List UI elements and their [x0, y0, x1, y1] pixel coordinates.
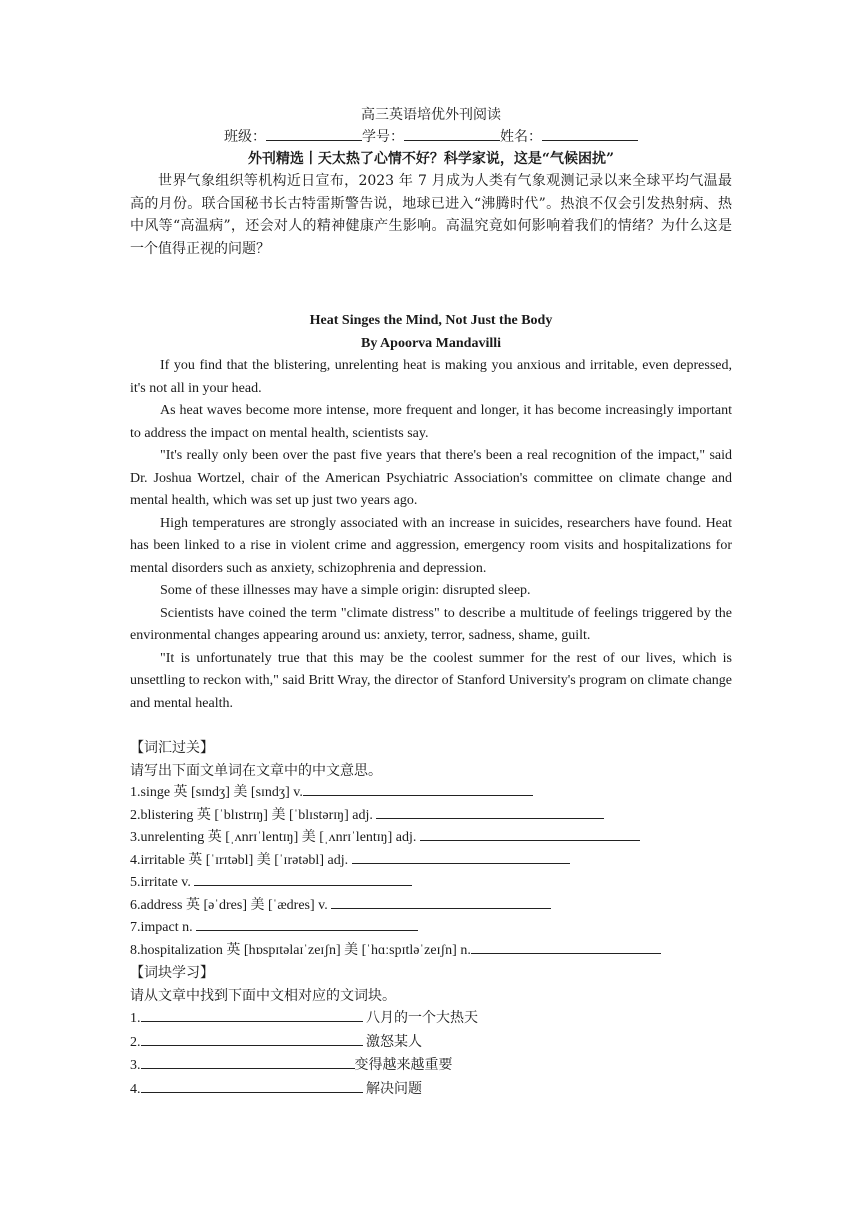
intro-paragraph: 世界气象组织等机构近日宣布，2023 年 7 月成为人类有气象观测记录以来全球平均气温最高的月份。联合国秘书长古特雷斯警告说，地球已进入“沸腾时代”。热浪不仅会引发热射病、热中风等“高温病”，还会对人的精神健康产生影响。高温究竟如何影响着我们的情绪？为什么这是一个值得正视的问题？ — [130, 173, 732, 257]
phrase-meaning: 八月的一个大热天 — [366, 1010, 478, 1026]
phrase-item — [130, 1031, 732, 1055]
answer-blank[interactable] — [352, 850, 570, 864]
phrase-item — [130, 1078, 732, 1102]
spacer — [130, 260, 732, 310]
vocab-item-text: 3.unrelenting 英 [ˌʌnrɪˈlentɪŋ] 美 [ˌʌnrɪˈlentɪŋ] adj. — [130, 830, 417, 845]
article-paragraph: If you find that the blistering, unrelenting heat is making you anxious and irritable, even depressed, it's not all in your head. — [130, 358, 732, 396]
vocab-item — [130, 827, 732, 850]
answer-blank[interactable] — [141, 1032, 363, 1046]
article-paragraph: Scientists have coined the term "climate distress" to describe a multitude of feelings triggered by the environmental changes appearing around us: anxiety, terror, sadness, shame, guilt. — [130, 605, 732, 643]
worksheet-page — [130, 104, 732, 1101]
phrase-meaning: 激怒某人 — [366, 1033, 422, 1050]
vocab-item — [130, 850, 732, 873]
phrase-meaning: 变得越来越重要 — [354, 1057, 453, 1073]
phrase-number: 1. — [130, 1011, 141, 1026]
answer-blank[interactable] — [196, 917, 418, 931]
name-blank[interactable] — [542, 126, 638, 141]
phrase-number: 2. — [130, 1034, 141, 1050]
vocab-item — [130, 805, 732, 828]
vocab-item-text: 2.blistering 英 [ˈblɪstrɪŋ] 美 [ˈblɪstərɪŋ] adj. — [130, 807, 373, 823]
class-label: 班级： — [224, 129, 266, 145]
vocab-item — [130, 895, 732, 918]
article-paragraph: As heat waves become more intense, more frequent and longer, it has become increasingly important to address the impact on mental health, scientists say. — [130, 403, 732, 441]
name-label: 姓名： — [500, 129, 542, 145]
article-paragraph: "It is unfortunately true that this may be the coolest summer for the rest of our lives, which is unsettling to reckon with," said Britt Wray, the director of Stanford University's program on climate change and mental health. — [130, 650, 732, 711]
article-paragraph: "It's really only been over the past five years that there's been a real recognition of the impact," said Dr. Joshua Wortzel, chair of the American Psychiatric Association's committee on climate change and mental health, which was set up just two years ago. — [130, 448, 732, 508]
article-paragraph: High temperatures are strongly associated with an increase in suicides, researchers have found. Heat has been linked to a rise in violent crime and aggression, emergency room visits and hospitalizations for mental disorders such as anxiety, schizophrenia and depression. — [130, 515, 732, 576]
phrase-number: 3. — [130, 1058, 141, 1073]
vocab-item-text: 5.irritate v. — [130, 875, 191, 890]
answer-blank[interactable] — [331, 895, 551, 909]
article-paragraph: Some of these illnesses may have a simple origin: disrupted sleep. — [160, 583, 531, 598]
vocab-item-text: 4.irritable 英 [ˈɪrɪtəbl] 美 [ˈɪrətəbl] adj. — [130, 852, 349, 868]
vocab-item-text: 8.hospitalization 英 [hɒspɪtəlaɪˈzeɪʃn] 美 [ˈhɑːspɪtləˈzeɪʃn] n. — [130, 942, 471, 958]
id-label: 学号： — [362, 129, 404, 145]
vocab-item — [130, 940, 732, 963]
answer-blank[interactable] — [420, 827, 640, 841]
phrase-item — [130, 1054, 732, 1078]
answer-blank[interactable] — [303, 782, 533, 796]
student-info-line — [130, 126, 732, 148]
phrase-heading: 【词块学习】 — [130, 965, 214, 981]
answer-blank[interactable] — [471, 940, 661, 954]
answer-blank[interactable] — [141, 1079, 363, 1093]
vocab-item — [130, 917, 732, 940]
feature-title: 外刊精选丨天太热了心情不好？科学家说，这是“气候困扰” — [247, 151, 615, 167]
vocab-heading: 【词汇过关】 — [130, 740, 214, 756]
class-blank[interactable] — [266, 126, 362, 141]
phrase-item — [130, 1007, 732, 1031]
phrase-instruction: 请从文章中找到下面中文相对应的文词块。 — [130, 987, 396, 1004]
article-title: Heat Singes the Mind, Not Just the Body — [309, 313, 553, 328]
vocab-instruction: 请写出下面文单词在文章中的中文意思。 — [130, 762, 382, 779]
phrase-number: 4. — [130, 1081, 141, 1097]
answer-blank[interactable] — [376, 805, 604, 819]
vocab-item-text: 7.impact n. — [130, 920, 193, 935]
answer-blank[interactable] — [194, 872, 412, 886]
id-blank[interactable] — [404, 126, 500, 141]
worksheet-title: 高三英语培优外刊阅读 — [361, 107, 501, 123]
answer-blank[interactable] — [141, 1008, 363, 1022]
vocab-item — [130, 872, 732, 895]
phrase-meaning: 解决问题 — [366, 1080, 422, 1097]
answer-blank[interactable] — [141, 1055, 355, 1069]
vocab-item-text: 6.address 英 [əˈdres] 美 [ˈædres] v. — [130, 897, 328, 913]
vocab-item-text: 1.singe 英 [sɪndʒ] 美 [sɪndʒ] v. — [130, 785, 303, 800]
vocab-item — [130, 782, 732, 805]
article-byline: By Apoorva Mandavilli — [360, 335, 502, 351]
spacer — [130, 715, 732, 737]
